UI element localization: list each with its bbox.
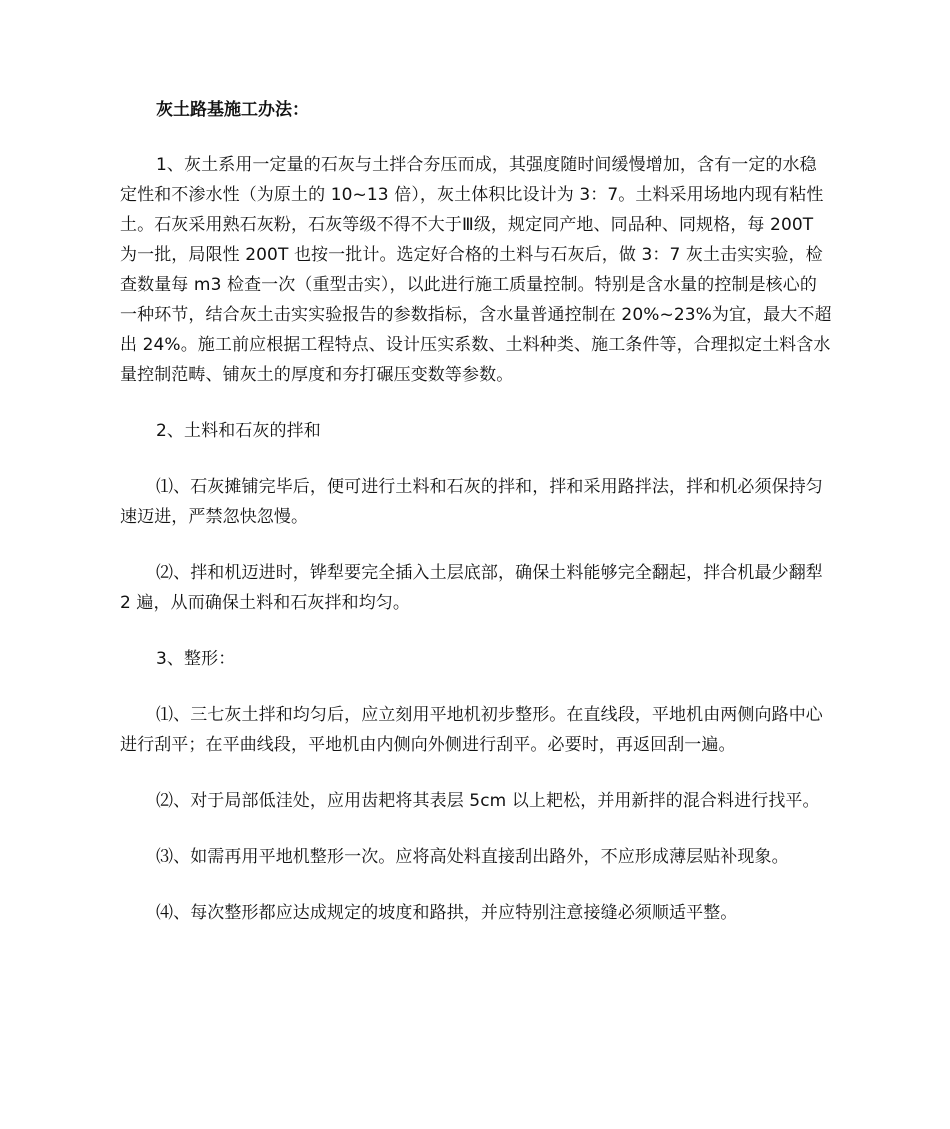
paragraph-3-3: ⑶、如需再用平地机整形一次。应将高处料直接刮出路外，不应形成薄层贴补现象。: [156, 847, 789, 867]
paragraph-section-2-heading: 2、土料和石灰的拌和: [156, 421, 321, 441]
document-content: [120, 96, 832, 954]
paragraph-3-2: ⑵、对于局部低洼处，应用齿耙将其表层 5cm 以上耙松，并用新拌的混合料进行找平。: [156, 791, 820, 811]
paragraph-2-1: ⑴、石灰摊铺完毕后，便可进行土料和石灰的拌和，拌和采用路拌法，拌和机必须保持匀速迈进，严禁忽快忽慢。: [120, 477, 823, 527]
document-title: 灰土路基施工办法：: [156, 100, 309, 120]
paragraph-1: 1、灰土系用一定量的石灰与土拌合夯压而成，其强度随时间缓慢增加，含有一定的水稳定性和不渗水性（为原土的 10~13 倍），灰土体积比设计为 3：7。土料采用场地内现有粘性土。石灰采用熟石灰粉，石灰等级不得不大于Ⅲ级，规定同产地、同品种、同规格，每 200T 为一批，局限性 200T 也按一批计。选定好合格的土料与石灰后，做 3：7 灰土击实实验，检查数量每 m3 检查一次（重型击实），以此进行施工质量控制。特别是含水量的控制是核心的一种环节，结合灰土击实实验报告的参数指标，含水量普通控制在 20%~23%为宜，最大不超出 24%。施工前应根据工程特点、设计压实系数、土料种类、施工条件等，合理拟定土料含水量控制范畴、铺灰土的厚度和夯打碾压变数等参数。: [120, 155, 832, 385]
paragraph-section-3-heading: 3、整形：: [156, 649, 236, 669]
paragraph-3-1: ⑴、三七灰土拌和均匀后，应立刻用平地机初步整形。在直线段，平地机由两侧向路中心进行刮平；在平曲线段，平地机由内侧向外侧进行刮平。必要时，再返回刮一遍。: [120, 705, 823, 755]
paragraph-3-4: ⑷、每次整形都应达成规定的坡度和路拱，并应特别注意接缝必须顺适平整。: [156, 903, 738, 923]
paragraph-2-2: ⑵、拌和机迈进时，铧犁要完全插入土层底部，确保土料能够完全翻起，拌合机最少翻犁 2 遍，从而确保土料和石灰拌和均匀。: [120, 563, 823, 613]
